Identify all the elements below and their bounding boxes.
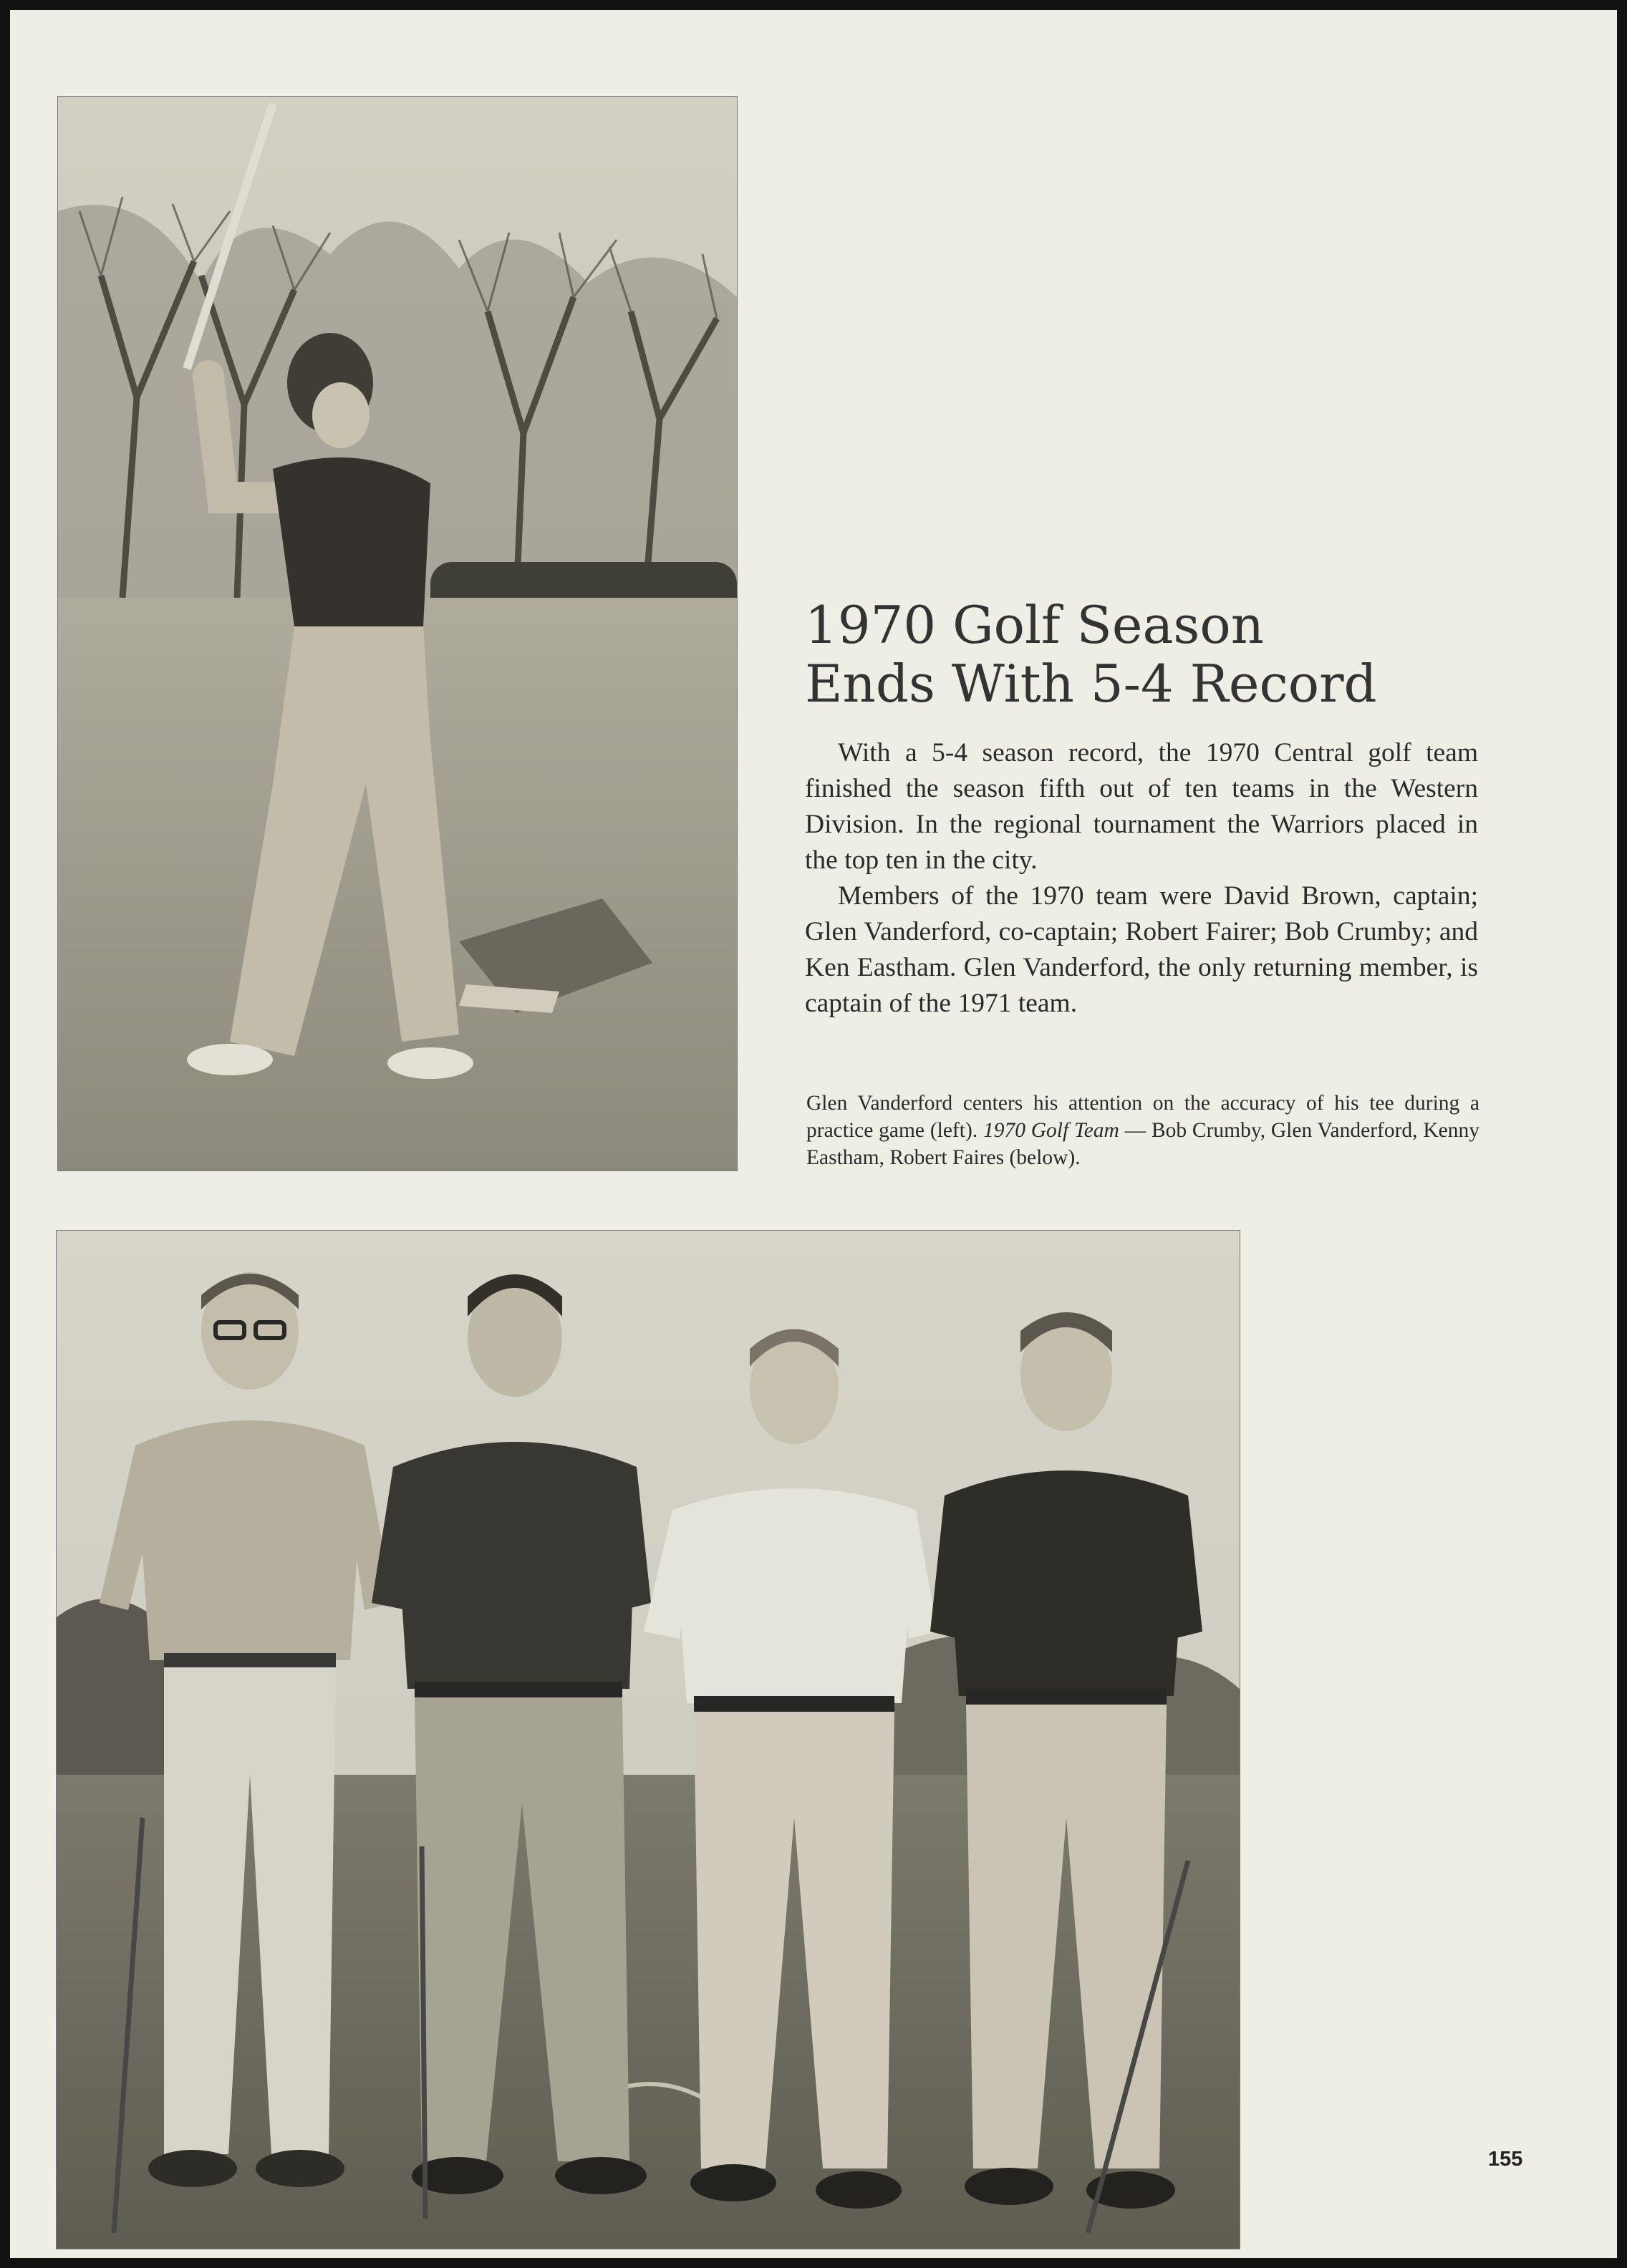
article-paragraph-2: Members of the 1970 team were David Brown, captain; Glen Vanderford, co-captain; Robert Fairer; Bob Crumby; and Ken Eastham. Glen Vanderford, the only returning member, is captain of the 1971 team. <box>805 881 1478 1018</box>
article-headline <box>805 596 1557 713</box>
caption-part-2: — Bob Crumby, Glen Vanderford, Kenny Eastham, Robert Faires (below). <box>806 1119 1479 1169</box>
golfer-swing-photo <box>57 96 738 1171</box>
headline-line-2: Ends With 5-4 Record <box>805 654 1377 714</box>
headline-line-1: 1970 Golf Season <box>805 595 1265 655</box>
page-number: 155 <box>1488 2148 1523 2171</box>
caption-part-1: Glen Vanderford centers his attention on the accuracy of his tee during a practice game (left). <box>806 1092 1479 1142</box>
article-paragraph-1: With a 5-4 season record, the 1970 Central golf team finished the season fifth out of ten teams in the Western Division. In the regional tournament the Warriors placed in the top ten in the city. <box>805 738 1478 875</box>
golf-team-photo <box>56 1230 1240 2249</box>
caption-team-label: 1970 Golf Team <box>983 1119 1119 1142</box>
photo-caption <box>806 1090 1479 1171</box>
article-body <box>805 735 1478 1022</box>
yearbook-page <box>10 10 1617 2258</box>
